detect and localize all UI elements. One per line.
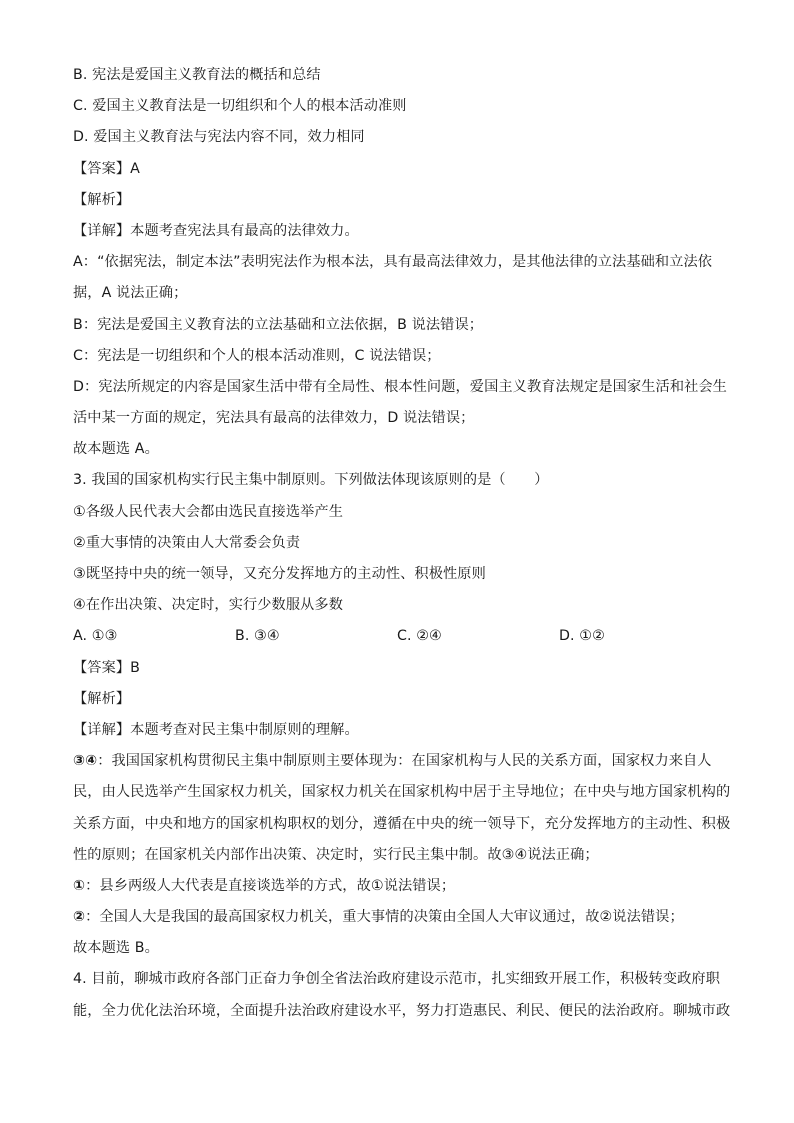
- q3-choice-b: B. ③④: [235, 628, 280, 645]
- q3-choices: [73, 621, 714, 652]
- q3-analysis-label: 【解析】: [73, 690, 131, 707]
- q3-p3-text: ：全国人大是我国的最高国家权力机关，重大事情的决策由全国人大审议通过，故②说法错误；: [85, 909, 684, 926]
- q3-explain-line: 关系方面，中央和地方的国家机构职权的划分，遵循在中央的统一领导下，充分发挥地方的主动性、积极: [73, 815, 731, 832]
- q3-item: ①各级人民代表大会都由选民直接选举产生: [73, 503, 343, 520]
- q3-p1-text: ：我国国家机构贯彻民主集中制原则主要体现为：在国家机构与人民的关系方面，国家权力来自人: [97, 753, 712, 770]
- q2-detail-line: 活中某一方面的规定，宪法具有最高的法律效力，D 说法错误；: [73, 410, 475, 427]
- q2-answer: 【答案】A: [73, 160, 140, 177]
- q2-detail-line: 据，A 说法正确；: [73, 285, 188, 302]
- q3-item: ③既坚持中央的统一领导，又充分发挥地方的主动性、积极性原则: [73, 566, 486, 582]
- q3-explain-line: 民，由人民选举产生国家权力机关，国家权力机关在国家机构中居于主导地位；在中央与地方国家机构的: [73, 784, 731, 801]
- q4-line: 能，全力优化法治环境，全面提升法治政府建设水平，努力打造惠民、利民、便民的法治政府。聊城市政: [73, 1002, 731, 1019]
- q3-explain-line: 性的原则；在国家机关内部作出决策、决定时，实行民主集中制。故③④说法正确；: [73, 846, 599, 863]
- q3-choice-c: C. ②④: [397, 628, 442, 645]
- q3-choice-d: D. ①②: [559, 628, 605, 645]
- q2-detail-line: B：宪法是爱国主义教育法的立法基础和立法依据，B 说法错误；: [73, 316, 484, 333]
- q3-p2-text: ：县乡两级人大代表是直接谈选举的方式，故①说法错误；: [85, 877, 456, 894]
- q2-detail-line: D：宪法所规定的内容是国家生活中带有全局性、根本性问题，爱国主义教育法规定是国家生活和社会生: [73, 378, 727, 395]
- q3-conclusion: 故本题选 B。: [73, 940, 159, 957]
- q3-p3-mark: ②: [73, 909, 86, 926]
- q2-conclusion: 故本题选 A。: [73, 441, 159, 458]
- q3-p2-mark: ①: [73, 877, 86, 894]
- option-d: D. 爱国主义教育法与宪法内容不同，效力相同: [73, 129, 365, 146]
- q2-detail-line: A：“依据宪法，制定本法”表明宪法作为根本法，具有最高法律效力，是其他法律的立法基础和立法依: [73, 254, 713, 271]
- q3-detail: 【详解】本题考查对民主集中制原则的理解。: [73, 721, 359, 738]
- q3-explain-line: [73, 902, 714, 933]
- q3-item: ④在作出决策、决定时，实行少数服从多数: [73, 597, 343, 614]
- q2-detail-line: 【详解】本题考查宪法具有最高的法律效力。: [73, 222, 359, 239]
- q2-analysis-label: 【解析】: [73, 191, 131, 208]
- q2-detail-line: C：宪法是一切组织和个人的根本活动准则，C 说法错误；: [73, 347, 441, 364]
- q3-explain-line: [73, 871, 714, 902]
- q4-line: 4. 目前，聊城市政府各部门正奋力争创全省法治政府建设示范市，扎实细致开展工作，积极转变政府职: [73, 971, 720, 988]
- option-b: B. 宪法是爱国主义教育法的概括和总结: [73, 67, 321, 83]
- q3-choice-a: A. ①③: [73, 628, 118, 645]
- q3-item: ②重大事情的决策由人大常委会负责: [73, 534, 301, 551]
- q3-answer: 【答案】B: [73, 659, 140, 676]
- option-c: C. 爱国主义教育法是一切组织和个人的根本活动准则: [73, 98, 407, 115]
- q3-p1-mark: ③④: [73, 753, 98, 770]
- q3-explain-line: [73, 746, 714, 777]
- q3-stem: 3. 我国的国家机构实行民主集中制原则。下列做法体现该原则的是（ ）: [73, 472, 549, 489]
